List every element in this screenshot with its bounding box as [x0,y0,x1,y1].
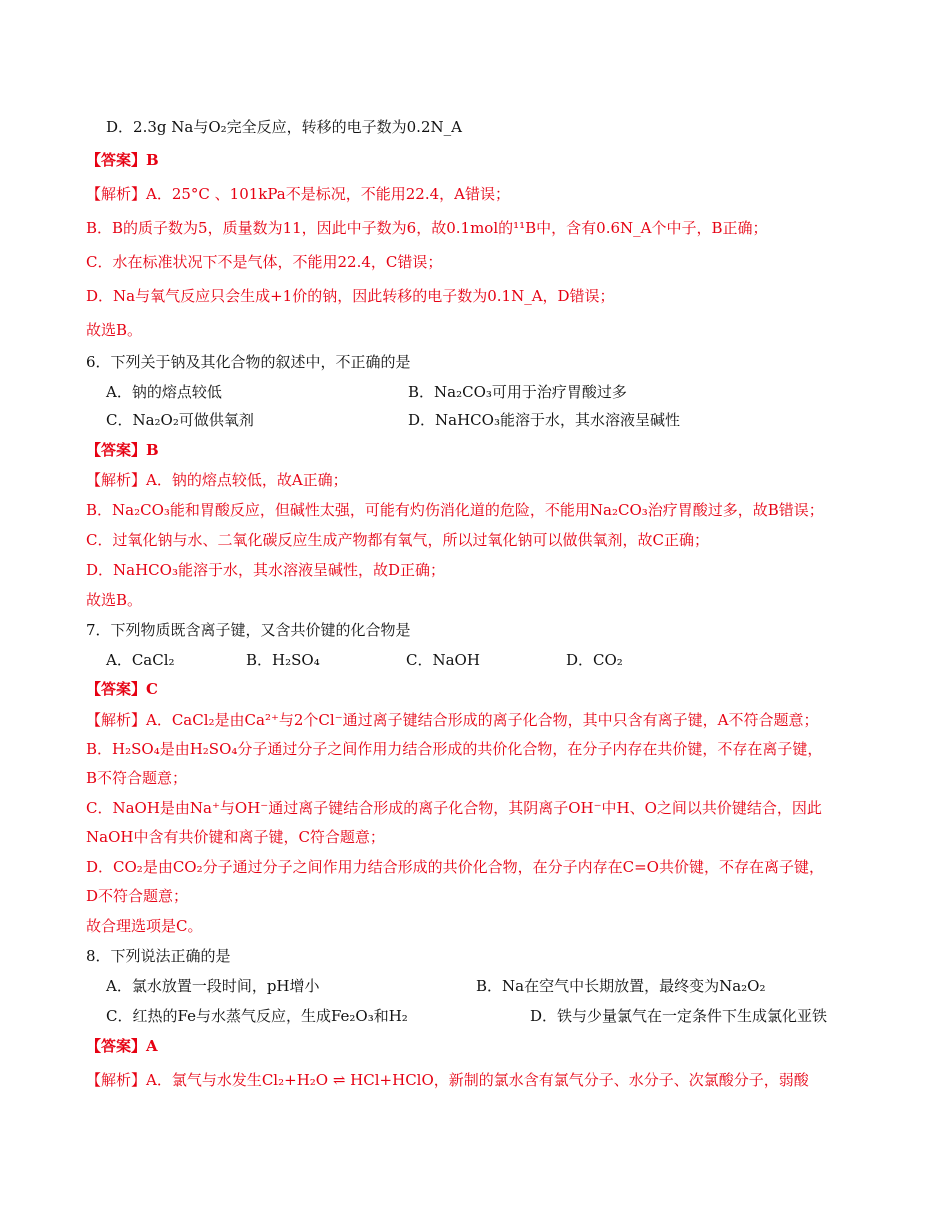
q7-analysis-line: D不符合题意； [86,887,189,905]
q8-option-d: D．铁与少量氯气在一定条件下生成氯化亚铁 [530,1007,828,1025]
q7-analysis-line: D．CO₂是由CO₂分子通过分子之间作用力结合形成的共价化合物，在分子内存在C=O共价键，不存在离子键， [86,858,824,876]
q6-stem: 6．下列关于钠及其化合物的叙述中，不正确的是 [86,353,411,371]
q8-option-b: B．Na在空气中长期放置，最终变为Na₂O₂ [476,977,766,995]
q6-option-a: A．钠的熔点较低 [106,383,222,401]
q6-option-b: B．Na₂CO₃可用于治疗胃酸过多 [408,383,627,401]
q5-analysis-line: 【解析】A．25°C 、101kPa不是标况，不能用22.4，A错误； [86,185,510,203]
q5-analysis-line: D．Na与氧气反应只会生成+1价的钠，因此转移的电子数为0.1N_A，D错误； [86,287,615,305]
q6-answer: 【答案】B [86,441,159,459]
q7-option-b: B．H₂SO₄ [246,651,320,669]
q8-stem: 8．下列说法正确的是 [86,947,231,965]
q5-analysis-line: B．B的质子数为5，质量数为11，因此中子数为6，故0.1mol的¹¹B中，含有0.6N_A个中子，B正确； [86,219,768,237]
q5-analysis-line: 故选B。 [86,321,143,339]
q7-analysis-line: NaOH中含有共价键和离子键，C符合题意； [86,828,385,846]
q8-answer: 【答案】A [86,1037,158,1055]
q8-option-c: C．红热的Fe与水蒸气反应，生成Fe₂O₃和H₂ [106,1007,408,1025]
q7-analysis-line: C．NaOH是由Na⁺与OH⁻通过离子键结合形成的离子化合物，其阴离子OH⁻中H、O之间以共价键结合，因此 [86,799,822,817]
q6-analysis-line: 【解析】A．钠的熔点较低，故A正确； [86,471,348,489]
q7-analysis-line: 故合理选项是C。 [86,917,203,935]
q7-option-a: A．CaCl₂ [106,651,175,669]
q7-analysis-line: B．H₂SO₄是由H₂SO₄分子通过分子之间作用力结合形成的共价化合物，在分子内存在共价键，不存在离子键， [86,740,823,758]
q7-answer: 【答案】C [86,680,158,698]
q7-option-c: C．NaOH [406,651,480,669]
q6-analysis-line: D．NaHCO₃能溶于水，其水溶液呈碱性，故D正确； [86,561,445,579]
q6-analysis-line: B．Na₂CO₃能和胃酸反应，但碱性太强，可能有灼伤消化道的危险，不能用Na₂CO₃治疗胃酸过多，故B错误； [86,501,824,519]
q5-answer: 【答案】B [86,151,159,169]
q6-option-c: C．Na₂O₂可做供氧剂 [106,411,254,429]
q7-option-d: D．CO₂ [566,651,623,669]
q6-analysis-line: 故选B。 [86,591,143,609]
q6-analysis-line: C．过氧化钠与水、二氧化碳反应生成产物都有氧气，所以过氧化钠可以做供氧剂，故C正确； [86,531,709,549]
q5-option-d: D．2.3g Na与O₂完全反应，转移的电子数为0.2N_A [106,118,462,136]
q7-stem: 7．下列物质既含离子键，又含共价键的化合物是 [86,621,411,639]
q7-analysis-line: 【解析】A．CaCl₂是由Ca²⁺与2个Cl⁻通过离子键结合形成的离子化合物，其中只含有离子键，A不符合题意； [86,711,819,729]
q8-analysis-line: 【解析】A．氯气与水发生Cl₂+H₂O ⇌ HCl+HClO，新制的氯水含有氯气分子、水分子、次氯酸分子，弱酸 [86,1071,809,1089]
q5-analysis-line: C．水在标准状况下不是气体，不能用22.4，C错误； [86,253,443,271]
q7-analysis-line: B不符合题意； [86,769,188,787]
q8-option-a: A．氯水放置一段时间，pH增小 [106,977,320,995]
q6-option-d: D．NaHCO₃能溶于水，其水溶液呈碱性 [408,411,680,429]
